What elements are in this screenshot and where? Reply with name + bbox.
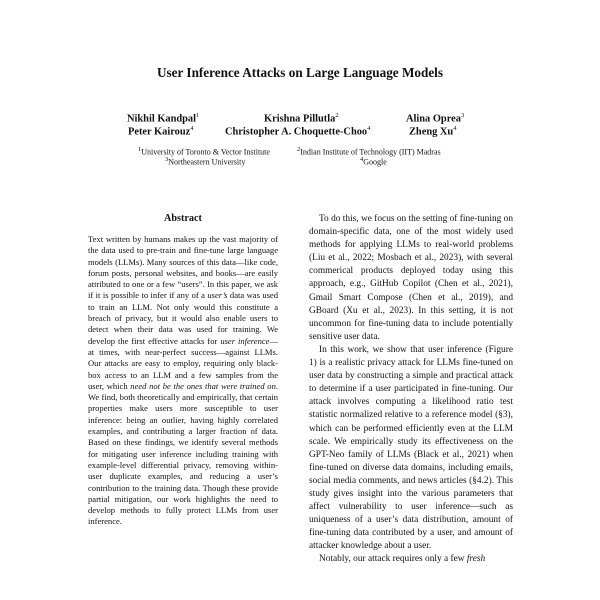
body-column [309,213,513,567]
author-3: Alina Oprea$^3$ [406,112,465,125]
author-2: Krishna Pillutla$^2$ [264,112,339,125]
affiliation-2: $^2$Indian Institute of Technology (IIT) Madras [297,146,441,157]
abstract-heading: Abstract [164,213,202,224]
affiliation-3: $^3$Northeastern University [165,156,246,167]
affiliation-4: $^4$Google [360,156,387,167]
paper-title: User Inference Attacks on Large Language Models [157,65,443,80]
author-5: Christopher A. Choquette-Choo$^4$ [225,125,371,138]
body-paragraph-2: In this work, we show that user inference (Figure 1) is a realistic privacy attack for LLMs fine-tuned on user data by constructing a simple and practical attack to determine if a user participated in fine-tuning. Our attack involves computing a likelihood ratio test statistic normalized relative to a reference model (§3), which can be performed efficiently even at the LLM scale. We empirically study its effectiveness on the GPT-Neo family of LLMs (Black et al., 2021) when fine-tuned on diverse data domains, including emails, social media comments, and news articles (§4.2). This study gives insight into the various parameters that affect vulnerability to user inference—such as uniqueness of a user’s data distribution, amount of fine-tuning data contributed by a user, and amount of attacker knowledge about a user. [309,344,513,552]
abstract-body: Text written by humans makes up the vast majority of the data used to pre-train and fine-tune large language models (LLMs). Many sources of this data—like code, forum posts, personal websites, and books—are easily attributed to one or a few “users”. In this paper, we ask if it is possible to infer if any of a user’s data was used to train an LLM. Not only would this constitute a breach of privacy, but it would also enable users to detect when their data was used for training. We develop the first effective attacks for user inference—at times, with near-perfect success—against LLMs. Our attacks are easy to employ, requiring only black-box access to an LLM and a few samples from the user, which need not be the ones that were trained on. We find, both theoretically and empirically, that certain properties make users more susceptible to user inference: being an outlier, having highly correlated examples, and contributing a larger fraction of data. Based on these findings, we identify several methods for mitigating user inference including training with example-level differential privacy, removing within-user duplicate examples, and reducing a user’s contribution to the training data. Though these provide partial mitigation, our work highlights the need to develop methods to fully protect LLMs from user inference. [88,234,279,527]
body-paragraph-1: To do this, we focus on the setting of fine-tuning on domain-specific data, one of the most widely used methods for applying LLMs to real-world problems (Liu et al., 2022; Mosbach et al., 2023), with several commerical products deployed today using this approach, e.g., GitHub Copilot (Chen et al., 2021), Gmail Smart Compose (Chen et al., 2019), and GBoard (Xu et al., 2023). In this setting, it is not uncommon for fine-tuning data to include potentially sensitive user data. [309,214,513,342]
body-paragraph-3: Notably, our attack requires only a few fresh [319,554,486,565]
author-1: Nikhil Kandpal$^1$ [127,112,200,125]
affiliation-1: $^1$University of Toronto & Vector Institute [138,146,270,157]
author-4: Peter Kairouz$^4$ [128,125,194,138]
author-6: Zheng Xu$^4$ [409,125,457,138]
